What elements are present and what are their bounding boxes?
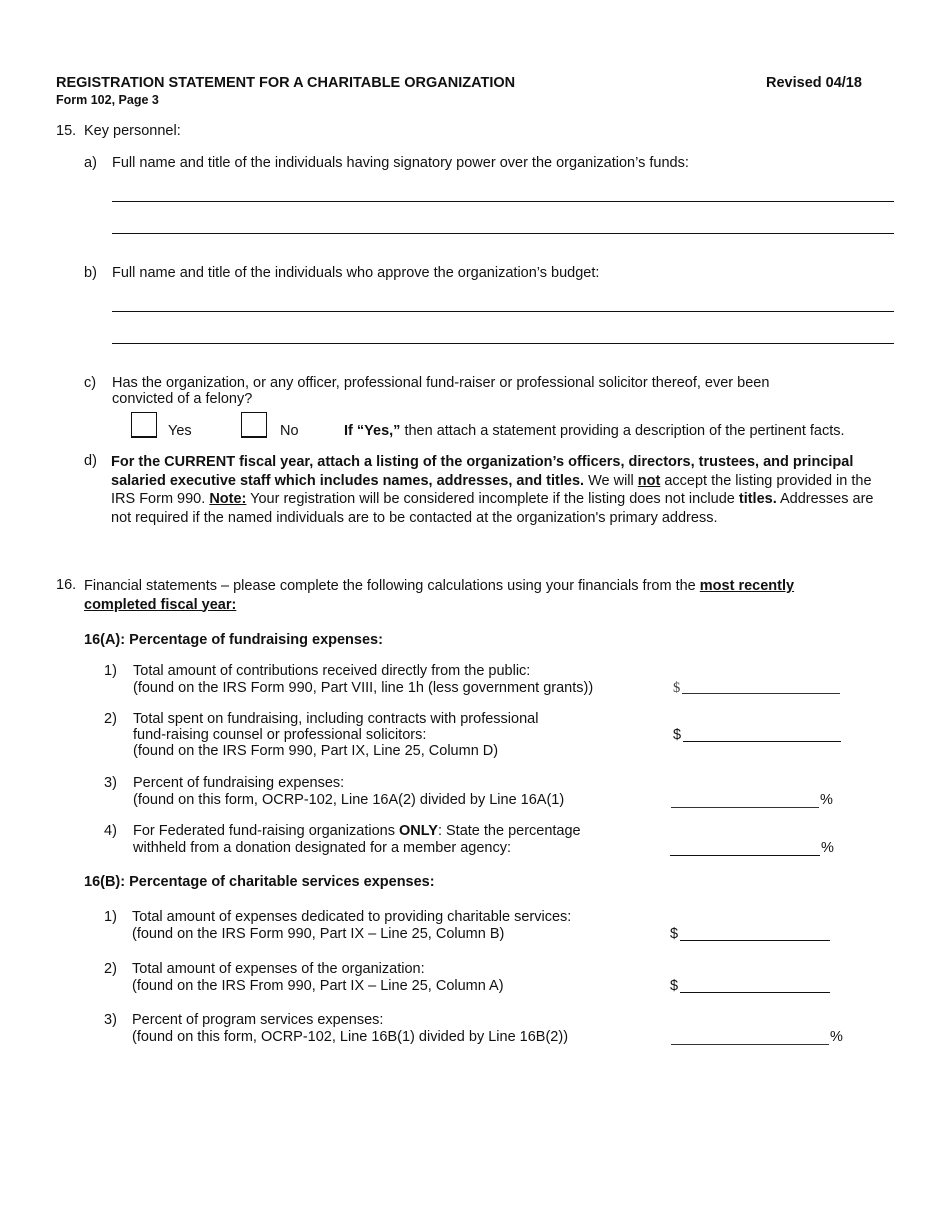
item-16a2-number: 2): [104, 711, 117, 727]
item-16a3-text-line-2: (found on this form, OCRP-102, Line 16A(2) divided by Line 16A(1): [133, 792, 565, 808]
item-16a2-dollar: $: [673, 727, 682, 743]
item-16a4-number: 4): [104, 823, 117, 839]
item-16b2-dollar: $: [670, 978, 679, 994]
item-16b2-text-line-1: Total amount of expenses of the organization:: [132, 961, 425, 977]
item-16a3-percent: %: [820, 792, 833, 808]
item-16a2-text-line-2: fund-raising counsel or professional solicitors:: [133, 727, 427, 743]
felony-no-checkbox[interactable]: [241, 412, 267, 438]
item-16a4-percent: %: [821, 840, 834, 856]
item-16b3-text-line-1: Percent of program services expenses:: [132, 1012, 384, 1028]
item-16b2-answer-field[interactable]: [680, 992, 830, 993]
item-16a1-answer-field[interactable]: [682, 693, 840, 694]
item-16b1-dollar: $: [670, 926, 679, 942]
item-16a1-number: 1): [104, 663, 117, 679]
q15a-letter: a): [84, 155, 97, 171]
felony-no-label: No: [280, 423, 299, 439]
q15b-letter: b): [84, 265, 97, 281]
q15a-text: Full name and title of the individuals having signatory power over the organization’s funds:: [112, 155, 689, 171]
form-subtitle: Form 102, Page 3: [56, 93, 159, 107]
item-16b3-percent: %: [830, 1029, 843, 1045]
item-16a3-number: 3): [104, 775, 117, 791]
section-16b-heading: 16(B): Percentage of charitable services expenses:: [84, 874, 435, 890]
section-16a-heading: 16(A): Percentage of fundraising expenses:: [84, 632, 383, 648]
felony-yes-checkbox[interactable]: [131, 412, 157, 438]
q15-label: Key personnel:: [84, 123, 181, 139]
item-16b2-number: 2): [104, 961, 117, 977]
item-16b1-text-line-2: (found on the IRS Form 990, Part IX – Line 25, Column B): [132, 926, 505, 942]
form-title: REGISTRATION STATEMENT FOR A CHARITABLE ORGANIZATION: [56, 75, 516, 91]
q15a-answer-line-2[interactable]: [112, 233, 894, 234]
item-16a4-answer-field[interactable]: [670, 855, 820, 856]
felony-yes-label: Yes: [168, 423, 192, 439]
item-16b3-number: 3): [104, 1012, 117, 1028]
item-16a4-text-line-1: For Federated fund-raising organizations ONLY: State the percentage: [133, 823, 581, 839]
item-16a3-text-line-1: Percent of fundraising expenses:: [133, 775, 345, 791]
item-16b2-text-line-2: (found on the IRS From 990, Part IX – Line 25, Column A): [132, 978, 504, 994]
item-16a2-text-line-1: Total spent on fundraising, including contracts with professional: [133, 711, 539, 727]
q15c-text-line-1: Has the organization, or any officer, professional fund-raiser or professional solicitor thereof, ever been: [112, 375, 770, 391]
item-16b1-text-line-1: Total amount of expenses dedicated to providing charitable services:: [132, 909, 572, 925]
felony-note: If “Yes,” then attach a statement providing a description of the pertinent facts.: [344, 423, 845, 439]
item-16a4-text-line-2: withheld from a donation designated for a member agency:: [133, 840, 512, 856]
q16-number: 16.: [56, 577, 77, 593]
item-16a2-answer-field[interactable]: [683, 741, 841, 742]
q15-number: 15.: [56, 123, 77, 139]
q15b-answer-line-2[interactable]: [112, 343, 894, 344]
item-16a1-text-line-2: (found on the IRS Form 990, Part VIII, line 1h (less government grants)): [133, 680, 594, 696]
q15b-text: Full name and title of the individuals who approve the organization’s budget:: [112, 265, 600, 281]
q15d-paragraph: For the CURRENT fiscal year, attach a listing of the organization’s officers, directors, trustees, and principal salaried executive staff which includes names, addresses, and titles. We will not accept the listing provided in the IRS Form 990. Note: Your registration will be considered incomplete if the listing does not include titles. Addresses are not required if the named individuals are to be contacted at the organization's primary address.: [111, 454, 874, 526]
item-16a2-text-line-3: (found on the IRS Form 990, Part IX, Line 25, Column D): [133, 743, 499, 759]
item-16a1-dollar: $: [673, 680, 681, 696]
item-16b3-text-line-2: (found on this form, OCRP-102, Line 16B(1) divided by Line 16B(2)): [132, 1029, 569, 1045]
q16-intro: Financial statements – please complete the following calculations using your financials from the most recently completed fiscal year:: [84, 578, 795, 613]
item-16b1-number: 1): [104, 909, 117, 925]
q15c-letter: c): [84, 375, 97, 391]
q15c-text-line-2: convicted of a felony?: [112, 391, 253, 407]
q15b-answer-line-1[interactable]: [112, 311, 894, 312]
item-16b3-answer-field[interactable]: [671, 1044, 829, 1045]
item-16a1-text-line-1: Total amount of contributions received directly from the public:: [133, 663, 531, 679]
item-16b1-answer-field[interactable]: [680, 940, 830, 941]
revised-date: Revised 04/18: [766, 75, 862, 91]
q15d-letter: d): [84, 453, 97, 469]
item-16a3-answer-field[interactable]: [671, 807, 819, 808]
q15a-answer-line-1[interactable]: [112, 201, 894, 202]
